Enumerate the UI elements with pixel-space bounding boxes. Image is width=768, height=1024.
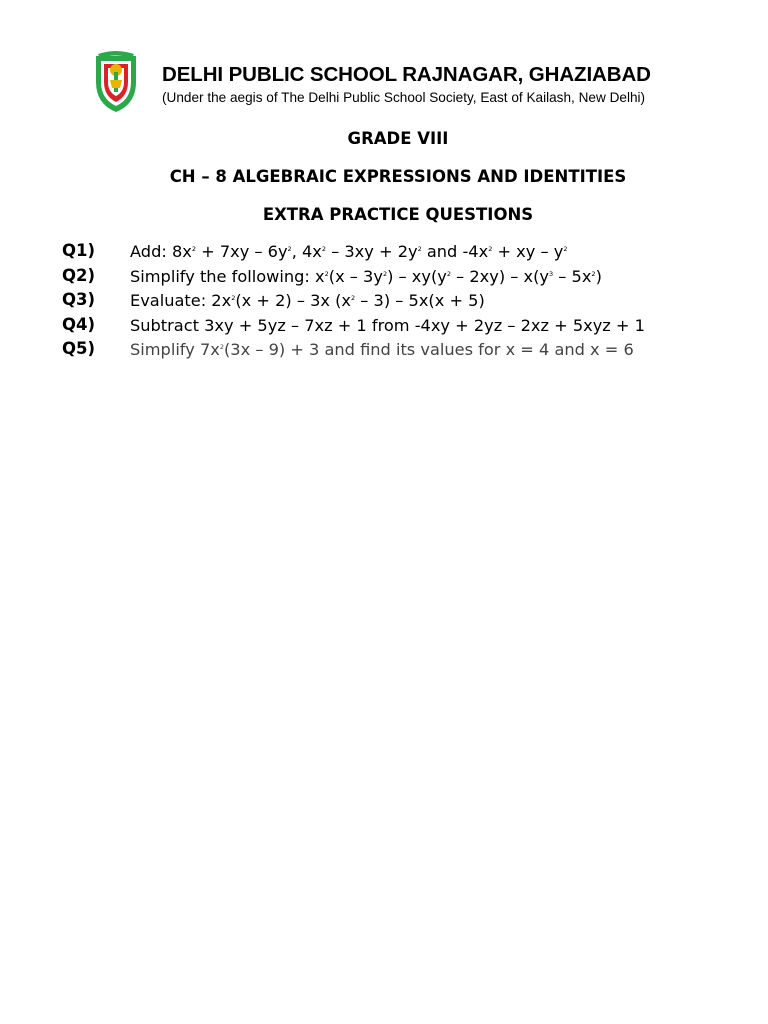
question-text: Evaluate: $2x^2(x + 2) - 3x$ $(x^2 - 3) - 5x(x + 5)$ [130, 291, 485, 310]
question-label: Q3) [62, 290, 96, 309]
chapter-title: CH – 8 ALGEBRAIC EXPRESSIONS AND IDENTITIES [169, 167, 627, 186]
question-text: Simplify the following: $x^2(x - 3y^2) - xy(y^2 - 2xy) - x(y^3 - 5x^2)$ [130, 267, 602, 286]
question-label: Q2) [62, 266, 96, 285]
school-crest-icon [92, 50, 140, 114]
school-subtitle: (Under the aegis of The Delhi Public School Society, East of Kailash, New Delhi) [162, 90, 646, 105]
school-name: DELHI PUBLIC SCHOOL RAJNAGAR, GHAZIABAD [162, 63, 651, 86]
question-text: Simplify $7x^2(3x - 9) + 3$ and find its values for x = 4 and x = 6 [130, 340, 634, 359]
grade-title: GRADE VIII [347, 129, 449, 148]
question-text: Subtract 3xy + 5yz – 7xz + 1 from -4xy + 2yz – 2xz + 5xyz + 1 [130, 316, 645, 335]
question-text: Add: $8x^2 + 7xy - 6y^2$, $4x^2 - 3xy + 2y^2$ and $-4x^2$ + xy – $y^2$ [130, 242, 568, 261]
question-label: Q4) [62, 315, 96, 334]
section-title: EXTRA PRACTICE QUESTIONS [262, 205, 534, 224]
question-label: Q5) [62, 339, 96, 358]
question-label: Q1) [62, 241, 96, 260]
school-logo [92, 50, 140, 114]
